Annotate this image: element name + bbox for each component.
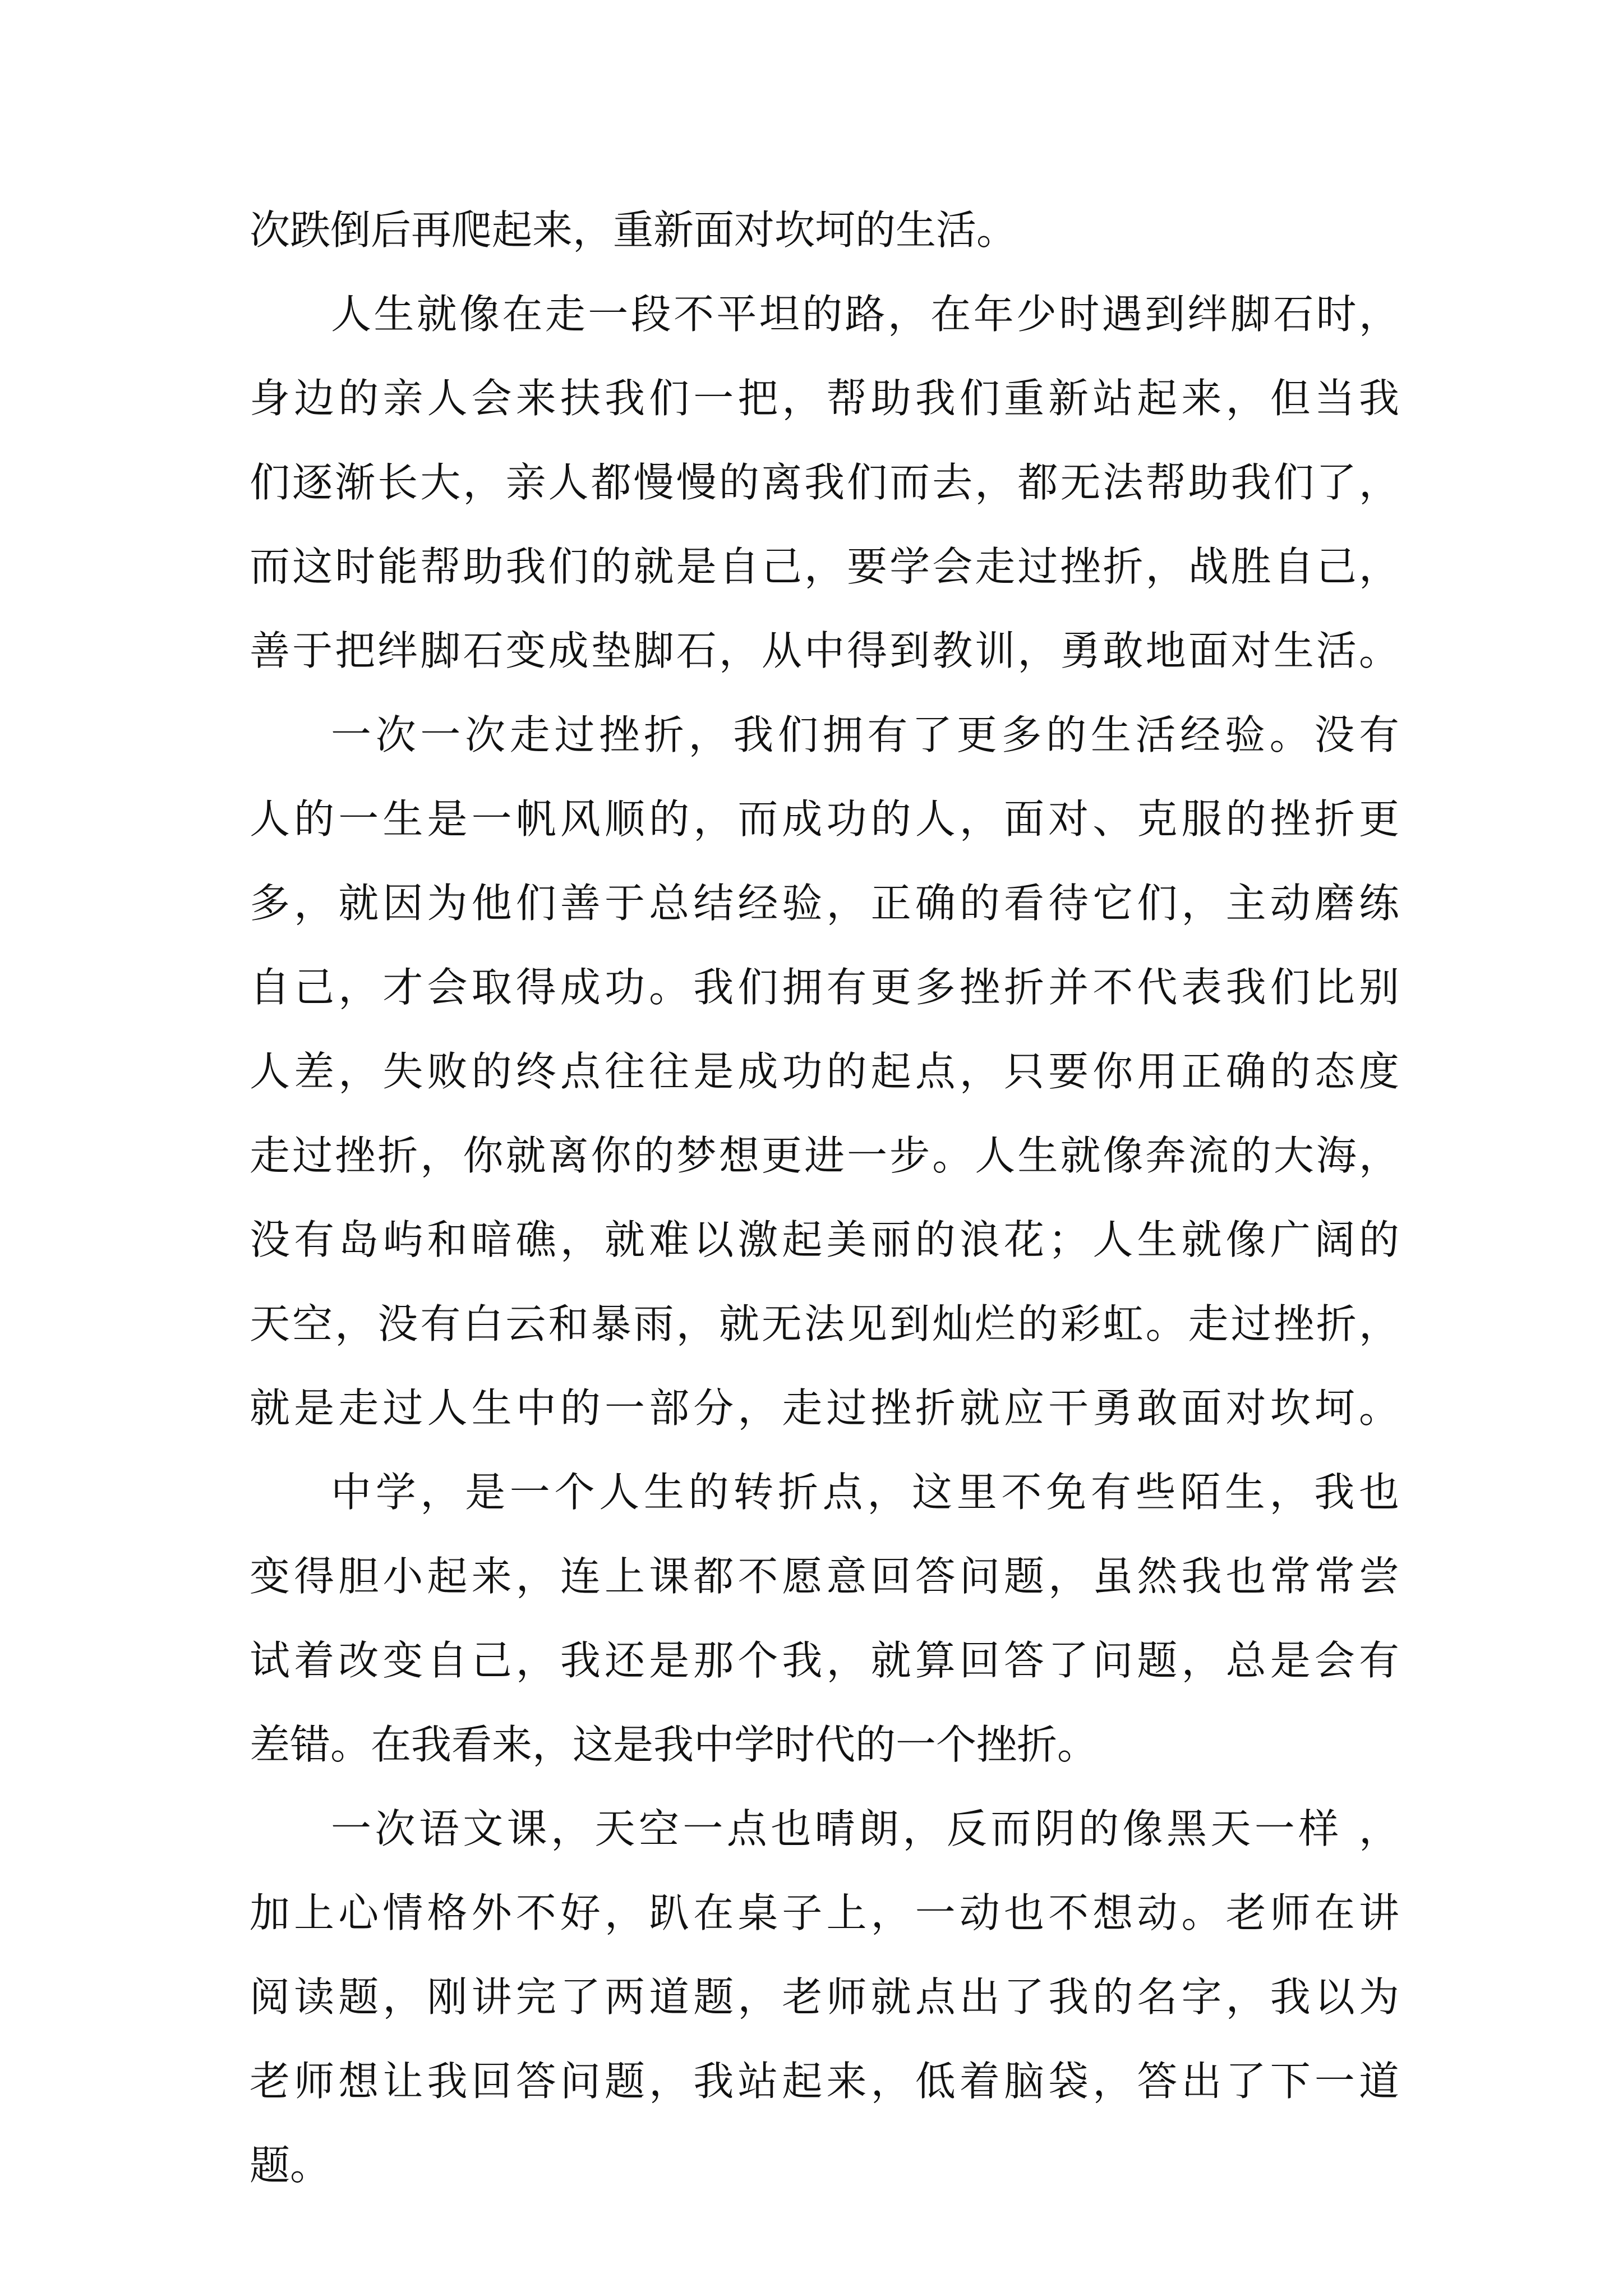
- text-line: 走过挫折，你就离你的梦想更进一步。人生就像奔流的大海，: [250, 1132, 1399, 1179]
- text-line: 而这时能帮助我们的就是自己，要学会走过挫折，战胜自己，: [250, 543, 1399, 590]
- text-line: 人差，失败的终点往往是成功的起点，只要你用正确的态度: [250, 1048, 1399, 1095]
- text-line: 题。: [250, 2142, 331, 2189]
- text-line: 多，就因为他们善于总结经验，正确的看待它们，主动磨练: [250, 880, 1399, 927]
- text-line: 次跌倒后再爬起来，重新面对坎坷的生活。: [250, 206, 1017, 254]
- text-line: 身边的亲人会来扶我们一把，帮助我们重新站起来，但当我: [250, 375, 1399, 422]
- text-line: 差错。在我看来，这是我中学时代的一个挫折。: [250, 1721, 1098, 1768]
- text-line: 加上心情格外不好，趴在桌子上，一动也不想动。老师在讲: [250, 1889, 1399, 1936]
- text-line: 人生就像在走一段不平坦的路，在年少时遇到绊脚石时，: [331, 291, 1399, 338]
- text-line: 善于把绊脚石变成垫脚石，从中得到教训，勇敢地面对生活。: [250, 627, 1399, 674]
- text-line: 老师想让我回答问题，我站起来，低着脑袋，答出了下一道: [250, 2058, 1399, 2105]
- text-line: 没有岛屿和暗礁，就难以激起美丽的浪花；人生就像广阔的: [250, 1216, 1399, 1263]
- text-line: 一次一次走过挫折，我们拥有了更多的生活经验。没有: [331, 711, 1399, 758]
- text-line: 就是走过人生中的一部分，走过挫折就应干勇敢面对坎坷。: [250, 1384, 1399, 1432]
- text-line: 天空，没有白云和暴雨，就无法见到灿烂的彩虹。走过挫折，: [250, 1300, 1399, 1347]
- text-line: 变得胆小起来，连上课都不愿意回答问题，虽然我也常常尝: [250, 1553, 1399, 1600]
- text-line: 人的一生是一帆风顺的，而成功的人，面对、克服的挫折更: [250, 795, 1399, 843]
- text-line: 中学，是一个人生的转折点，这里不免有些陌生，我也: [331, 1469, 1399, 1516]
- text-line: 自己，才会取得成功。我们拥有更多挫折并不代表我们比别: [250, 964, 1399, 1011]
- text-line: 阅读题，刚讲完了两道题，老师就点出了我的名字，我以为: [250, 1973, 1399, 2021]
- text-line: 试着改变自己，我还是那个我，就算回答了问题，总是会有: [250, 1637, 1399, 1684]
- text-line: 一次语文课，天空一点也晴朗，反而阴的像黑天一样 ，: [331, 1805, 1399, 1852]
- text-line: 们逐渐长大，亲人都慢慢的离我们而去，都无法帮助我们了，: [250, 459, 1399, 506]
